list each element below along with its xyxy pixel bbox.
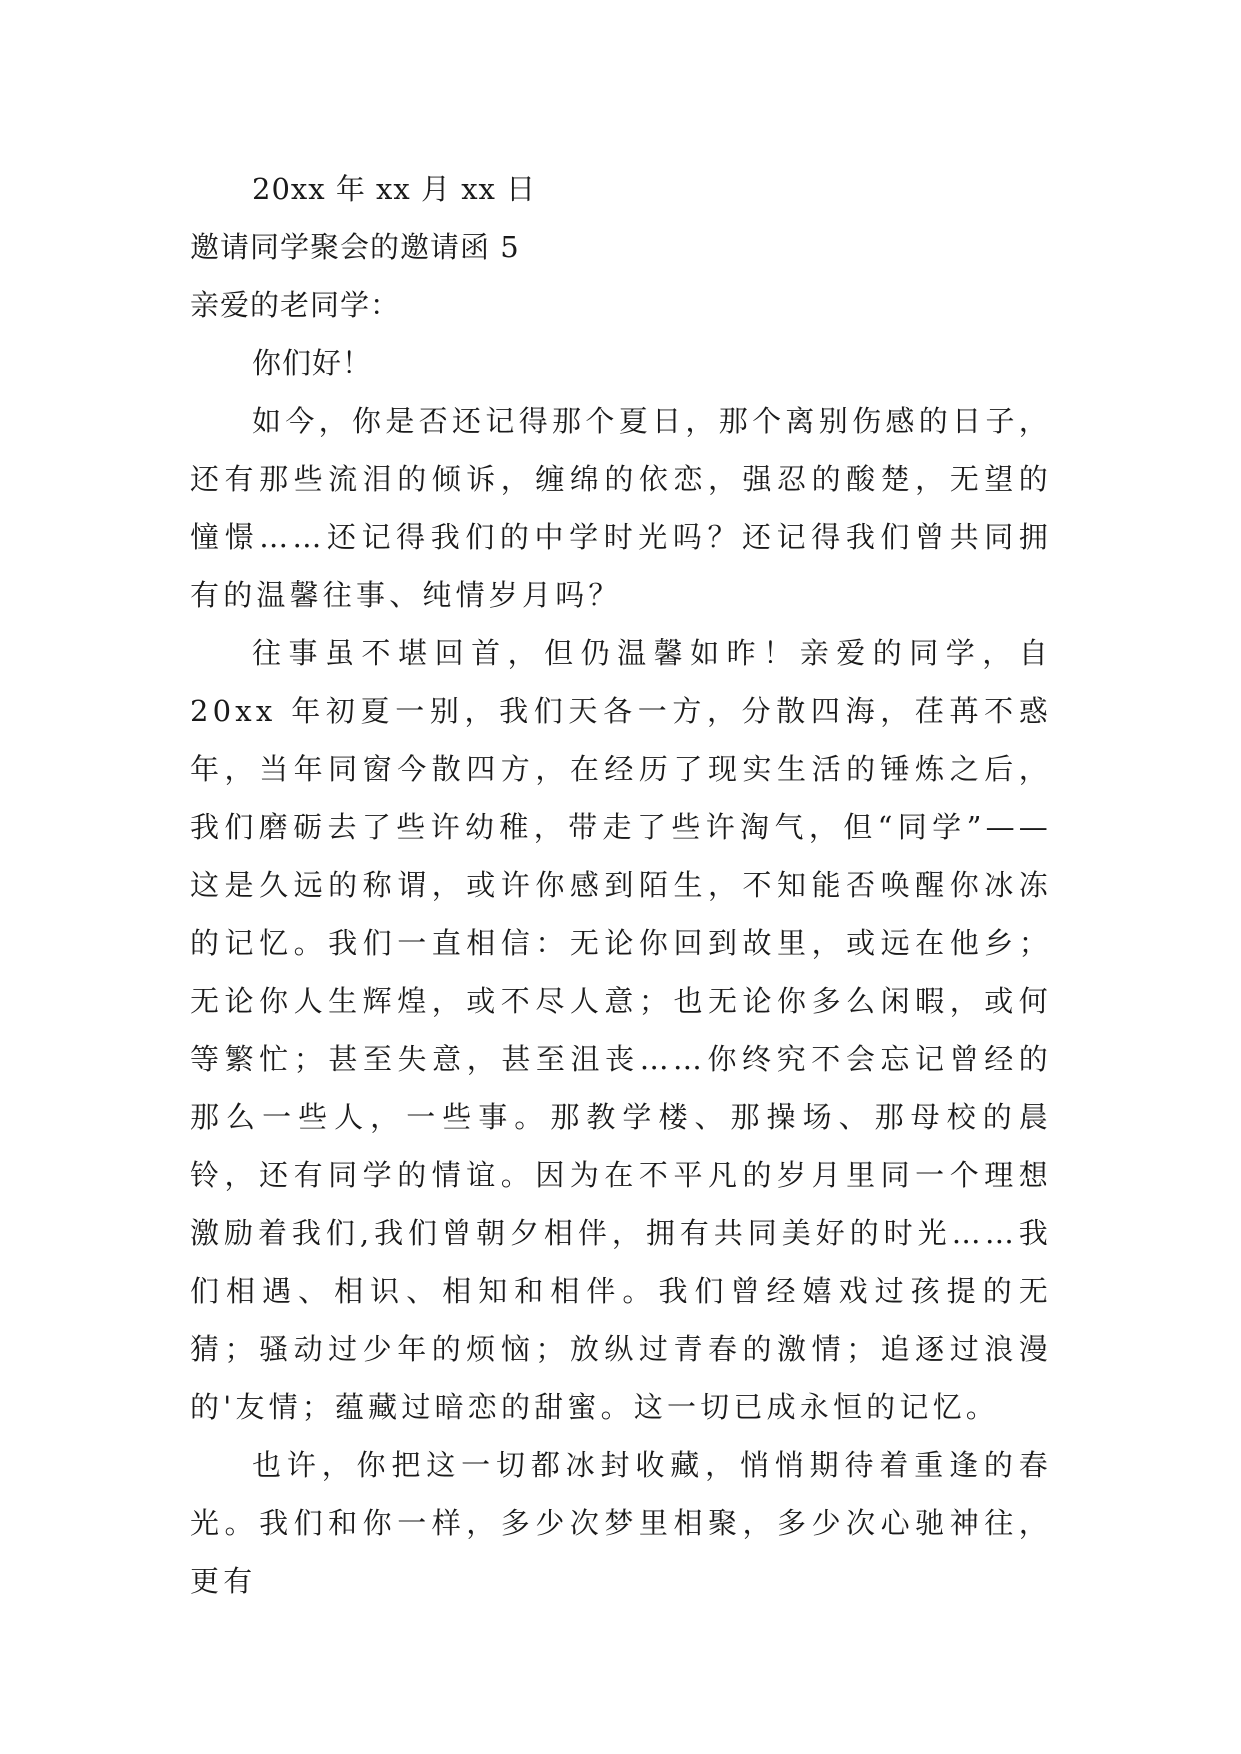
- paragraph-reunion: 也许，你把这一切都冰封收藏，悄悄期待着重逢的春光。我们和你一样，多少次梦里相聚，多少次心驰神往，更有: [190, 1448, 1052, 1598]
- paragraph-memories: 如今，你是否还记得那个夏日，那个离别伤感的日子，还有那些流泪的倾诉，缠绵的依恋，强忍的酸楚，无望的憧憬……还记得我们的中学时光吗？还记得我们曾共同拥有的温馨往事、纯情岁月吗？: [190, 404, 1052, 612]
- greeting: 你们好！: [252, 346, 373, 380]
- date-line: 20xx 年 xx 月 xx 日: [252, 172, 537, 206]
- document-content: [190, 160, 1052, 1610]
- paragraph-past: 往事虽不堪回首，但仍温馨如昨！亲爱的同学，自 20xx 年初夏一别，我们天各一方，分散四海，荏苒不惑年，当年同窗今散四方，在经历了现实生活的锤炼之后，我们磨砺去了些许幼稚，带走了些许淘气，但“同学”——这是久远的称谓，或许你感到陌生，不知能否唤醒你冰冻的记忆。我们一直相信：无论你回到故里，或远在他乡；无论你人生辉煌，或不尽人意；也无论你多么闲暇，或何等繁忙；甚至失意，甚至沮丧……你终究不会忘记曾经的那么一些人，一些事。那教学楼、那操场、那母校的晨铃，还有同学的情谊。因为在不平凡的岁月里同一个理想激励着我们,我们曾朝夕相伴，拥有共同美好的时光……我们相遇、相识、相知和相伴。我们曾经嬉戏过孩提的无猜；骚动过少年的烦恼；放纵过青春的激情；追逐过浪漫的'友情；蕴藏过暗恋的甜蜜。这一切已成永恒的记忆。: [190, 636, 1052, 1424]
- salutation: 亲爱的老同学：: [190, 288, 401, 322]
- letter-title: 邀请同学聚会的邀请函 5: [190, 230, 520, 264]
